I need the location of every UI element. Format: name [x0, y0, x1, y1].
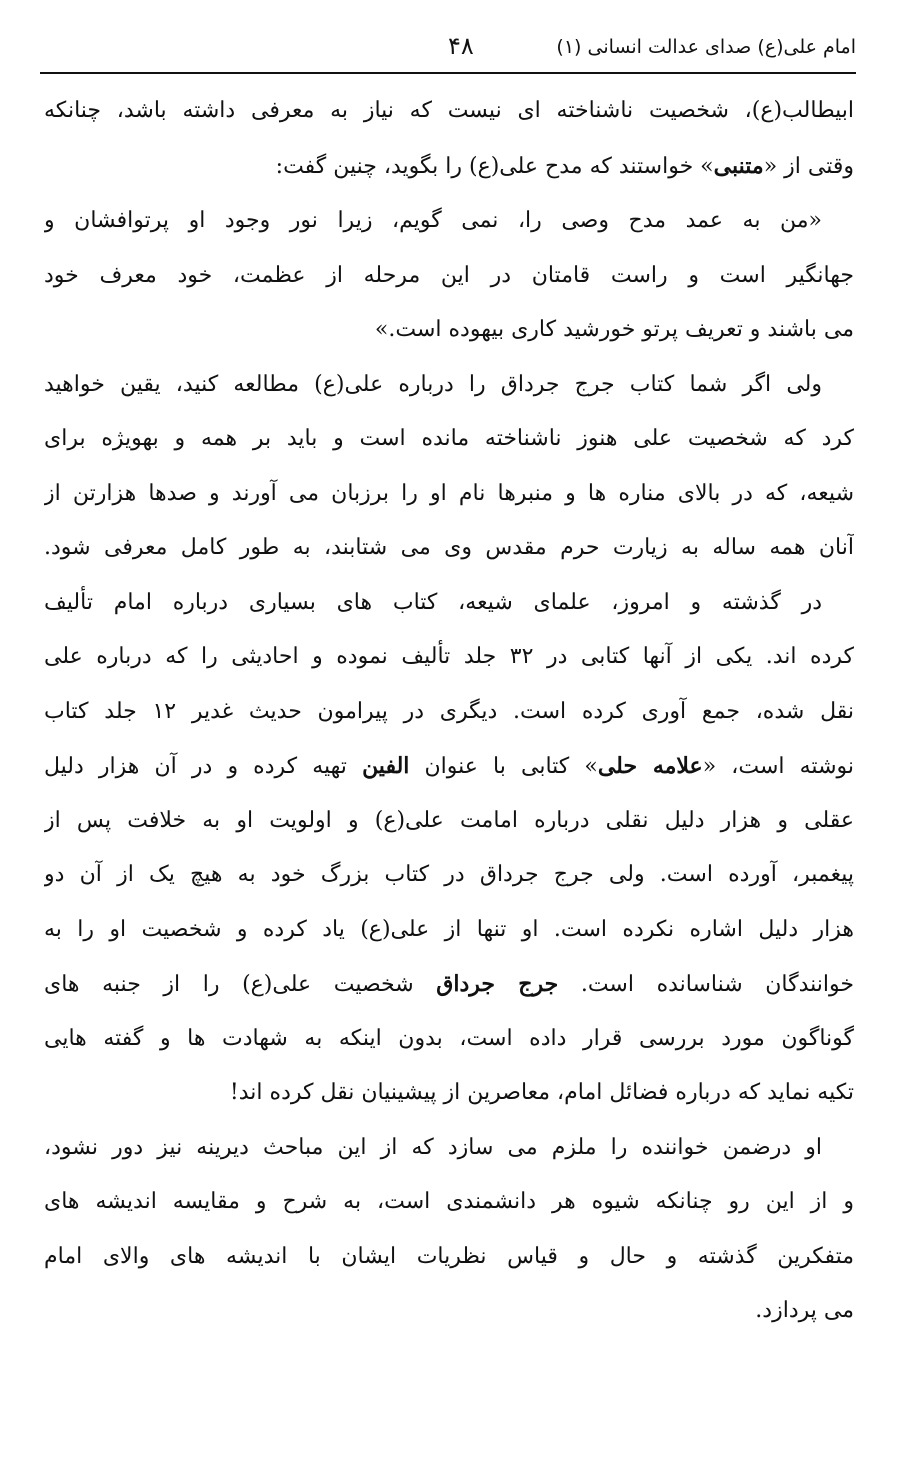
text-segment: شخصیت علی(ع) را از جنبه های — [44, 972, 437, 997]
text-segment: نوشته است، « — [702, 754, 854, 779]
bold-name-motanabbi: متنبی — [713, 152, 764, 179]
paragraph-5 — [44, 1121, 854, 1339]
page-header — [40, 30, 856, 72]
text-line — [44, 739, 854, 794]
text-line — [44, 957, 854, 1012]
body-text — [44, 84, 854, 1339]
text-line: در گذشته و امروز، علمای شیعه، کتاب های بسیاری درباره امام تألیف — [44, 589, 822, 615]
paragraph-4 — [44, 576, 854, 1121]
text-line: شیعه، که در بالای مناره ها و منبرها نام او را برزبان می آورند و صدها هزارتن از — [44, 480, 854, 506]
text-line — [44, 139, 854, 195]
page-number: ۴۸ — [448, 32, 474, 60]
text-line: عقلی و هزار دلیل نقلی درباره امامت علی(ع) و اولویت او به خلافت پس از — [44, 807, 854, 833]
text-line: نقل شده، جمع آوری کرده است. دیگری در پیرامون حدیث غدیر ۱۲ جلد کتاب — [44, 698, 854, 724]
text-segment: تهیه کرده و در آن هزار دلیل — [44, 754, 363, 779]
paragraph-3 — [44, 358, 854, 576]
paragraph-2-quote — [44, 194, 854, 358]
text-line: هزار دلیل اشاره نکرده است. او تنها از علی(ع) یاد کرده و شخصیت او را به — [44, 916, 854, 942]
text-line: گوناگون مورد بررسی قرار داده است، بدون اینکه به شهادت ها و گفته هایی — [44, 1025, 854, 1051]
bold-name-allameh-helli: علامه حلی — [597, 753, 703, 779]
text-line: می پردازد. — [755, 1298, 854, 1323]
text-line: کرد که شخصیت علی هنوز ناشناخته مانده است و باید بر همه و بهویژه برای — [44, 426, 854, 451]
bold-name-george-jordac: جرج جرداق — [436, 971, 559, 997]
text-line: پیغمبر، آورده است. ولی جرج جرداق در کتاب بزرگ خود به هیچ یک از آن دو — [44, 862, 854, 887]
running-title: امام علی(ع) صدای عدالت انسانی (۱) — [556, 36, 856, 58]
text-segment: » کتابی با عنوان — [409, 754, 598, 779]
text-line: آنان همه ساله به زیارت حرم مقدس وی می شتابند، به طور کامل معرفی شود. — [44, 535, 854, 560]
header-divider — [40, 72, 856, 74]
text-segment: وقتی از « — [763, 153, 854, 179]
text-segment: خوانندگان شناسانده است. — [558, 972, 854, 997]
text-line: جهانگیر است و راست قامتان در این مرحله از عظمت، خود معرف خود — [44, 262, 854, 288]
text-line: ابیطالب(ع)، شخصیت ناشناخته ای نیست که نیاز به معرفی داشته باشد، چنانکه — [44, 98, 854, 123]
text-line: می باشند و تعریف پرتو خورشید کاری بیهوده است.» — [374, 317, 854, 342]
text-line: و از این رو چنانکه شیوه هر دانشمندی است، به شرح و مقایسه اندیشه های — [44, 1189, 854, 1214]
text-line: متفکرین گذشته و حال و قیاس نظریات ایشان با اندیشه های والای امام — [44, 1243, 854, 1269]
text-line: «من به عمد مدح وصی را، نمی گویم، زیرا نور وجود او پرتوافشان و — [44, 208, 822, 233]
bold-book-title-alfin: الفین — [362, 753, 410, 779]
text-segment: » خواستند که مدح علی(ع) را بگوید، چنین گفت: — [275, 153, 714, 179]
text-line: او درضمن خواننده را ملزم می سازد که از این مباحث دیرینه نیز دور نشود، — [44, 1134, 822, 1160]
text-line: ولی اگر شما کتاب جرج جرداق را درباره علی(ع) مطالعه کنید، یقین خواهید — [44, 371, 822, 397]
text-line: تکیه نماید که درباره فضائل امام، معاصرین از پیشینیان نقل کرده اند! — [229, 1080, 854, 1105]
paragraph-1 — [44, 84, 854, 194]
text-line: کرده اند. یکی از آنها کتابی در ۳۲ جلد تألیف نموده و احادیثی را که درباره علی — [44, 644, 854, 669]
